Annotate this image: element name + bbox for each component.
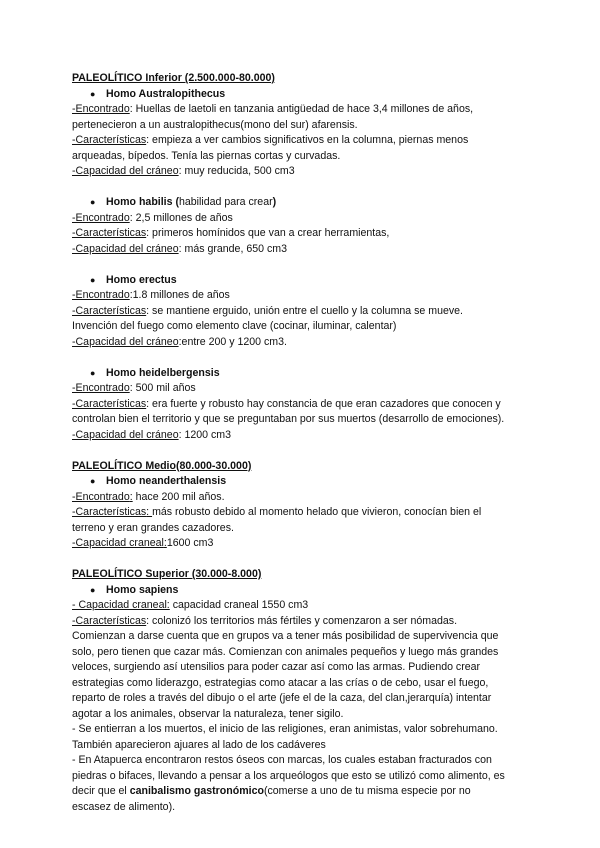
caracteristicas-text: : era fuerte y robusto hay constancia de que eran cazadores que conocen y [146,397,501,410]
body-line: escasez de alimento). [72,800,176,813]
species-heidelbergensis [90,366,532,382]
species-name-end: ) [272,196,277,208]
label-capacidad: -Capacidad del cráneo [72,428,179,441]
body-line: estrategias como liderazgo, estrategias como atacar a las crías o de cebo, usar el fuego, [72,676,489,689]
encontrado-line-2: pertenecieron a un australopithecus(mono del sur) afarensis. [72,118,358,131]
body-line: solo, pero tienen que cazar más. Comienzan con animales pequeños y luego más grandes [72,645,499,658]
label-encontrado: -Encontrado [72,289,130,301]
bullet-icon: ● [90,274,96,285]
caracteristicas-line-2: controlan bien el territorio y que se preguntaban por sus muertos (desarrollo de emociones). [72,413,505,425]
caracteristicas-line [72,304,532,320]
species-name: Homo erectus [106,273,177,286]
caracteristicas-line [72,614,532,630]
capacidad-text: :entre 200 y 1200 cm3. [178,335,287,348]
bullet-icon: ● [90,476,96,486]
encontrado-text: hace 200 mil años. [132,490,225,503]
species-sapiens [90,583,532,599]
encontrado-line [72,381,532,397]
section-title-superior: PALEOLÍTICO Superior (30.000-8.000) [72,568,262,580]
caracteristicas-text: : colonizó los territorios más fértiles y comenzaron a ser nómadas. [146,614,458,627]
encontrado-text: : 500 mil años [129,382,196,394]
label-caracteristicas: -Características [72,614,147,627]
body-line: También aparecieron ajuares al lado de los cadáveres [72,738,326,751]
body-line: veloces, surgiendo así utensilios para poder cazar así como las armas. Pudiendo crear [72,661,481,673]
encontrado-line: -Encontrado: hace 200 mil años. [72,490,225,503]
label-encontrado: -Encontrado [72,490,130,503]
label-caracteristicas: -Características [72,397,147,410]
bullet-icon: ● [90,367,96,378]
section-title-inferior: PALEOLÍTICO Inferior (2.500.000-80.000) [72,72,275,84]
label-capacidad: -Capacidad craneal [72,537,164,549]
bullet-icon: ● [90,584,96,595]
emphasis-canibalismo: canibalismo gastronómico [129,785,264,797]
label-encontrado: -Encontrado [72,211,130,224]
capacidad-line [72,164,532,180]
capacidad-line [72,335,532,351]
bullet-icon: ● [90,88,96,99]
species-name: Homo sapiens [106,583,179,596]
bullet-icon: ● [90,197,96,207]
label-encontrado: -Encontrado [72,103,130,115]
species-name: Homo habilis ( [106,196,179,208]
capacidad-line [72,242,532,258]
document-page [72,71,532,815]
body-line: piedras o bifaces, llevando a pensar a los arqueólogos que esto se utilizó como alimento, es [72,769,505,782]
species-name: Homo neanderthalensis [106,475,227,487]
body-line-canibalismo [72,784,532,800]
species-erectus [90,273,532,289]
species-australopithecus [90,87,532,103]
encontrado-line [72,211,532,227]
caracteristicas-line [72,397,532,413]
capacidad-line [72,598,532,614]
capacidad-text: : 1200 cm3 [178,428,232,441]
label-capacidad: - Capacidad craneal: [72,599,170,611]
body-line: Comienzan a darse cuenta que en grupos va a tener más posibilidad de supervivencia que [72,630,499,642]
body-line: reparto de roles a través del dibujo o el arte (jefe el de la caza, del clan,jerarquía) intentar [72,692,492,704]
label-capacidad: -Capacidad del cráneo [72,335,179,348]
capacidad-line: -Capacidad craneal:1600 cm3 [72,537,214,549]
label-capacidad: -Capacidad del cráneo [72,242,179,255]
encontrado-text: : 2,5 millones de años [129,211,233,224]
label-caracteristicas: -Características [72,227,147,239]
caracteristicas-line-2: terreno y eran grandes cazadores. [72,521,234,534]
caracteristicas-line-2: arqueadas, bípedos. Tenía las piernas cortas y curvadas. [72,149,341,162]
body-line: - Se entierran a los muertos, el inicio de las religiones, eran animistas, valor sobrehumano. [72,723,498,735]
species-habilis [90,195,532,211]
encontrado-line [72,102,532,118]
caracteristicas-text: : empieza a ver cambios significativos en la columna, piernas menos [146,134,469,146]
species-name-note: habilidad para crear [178,196,273,208]
label-caracteristicas: -Características [72,304,147,317]
caracteristicas-line: -Características: más robusto debido al momento helado que vivieron, conocían bien el [72,506,482,518]
species-name: Homo Australopithecus [106,87,226,100]
encontrado-text: : Huellas de laetoli en tanzania antigüedad de hace 3,4 millones de años, [129,103,474,115]
encontrado-text: :1.8 millones de años [129,289,230,301]
capacidad-line [72,428,532,444]
label-capacidad: -Capacidad del cráneo [72,165,179,177]
encontrado-line [72,288,532,304]
caracteristicas-text: : primeros homínidos que van a crear herramientas, [146,227,390,239]
body-line: agotar a los animales, observar la naturaleza, tener sigilo. [72,707,344,720]
label-caracteristicas: -Características [72,506,147,518]
section-title-medio: PALEOLÍTICO Medio(80.000-30.000) [72,459,252,472]
label-encontrado: -Encontrado [72,382,130,394]
caracteristicas-line-2: Invención del fuego como elemento clave (cocinar, iluminar, calentar) [72,320,397,332]
caracteristicas-line [72,226,532,242]
species-name: Homo heidelbergensis [106,366,220,379]
capacidad-text: : más grande, 650 cm3 [178,242,287,255]
capacidad-text: capacidad craneal 1550 cm3 [169,599,309,611]
text-fragment: decir que el [72,785,130,797]
capacidad-text: : muy reducida, 500 cm3 [178,165,295,177]
capacidad-text: 1600 cm3 [166,537,214,549]
body-line: - En Atapuerca encontraron restos óseos con marcas, los cuales estaban fracturados con [72,754,492,766]
caracteristicas-text: : se mantiene erguido, unión entre el cuello y la columna se mueve. [146,304,463,317]
text-fragment: (comerse a uno de tu misma especie por no [263,785,471,797]
label-caracteristicas: -Características [72,134,147,146]
species-neanderthalensis [90,474,532,490]
caracteristicas-line [72,133,532,149]
caracteristicas-text: más robusto debido al momento helado que vivieron, conocían bien el [152,506,482,518]
